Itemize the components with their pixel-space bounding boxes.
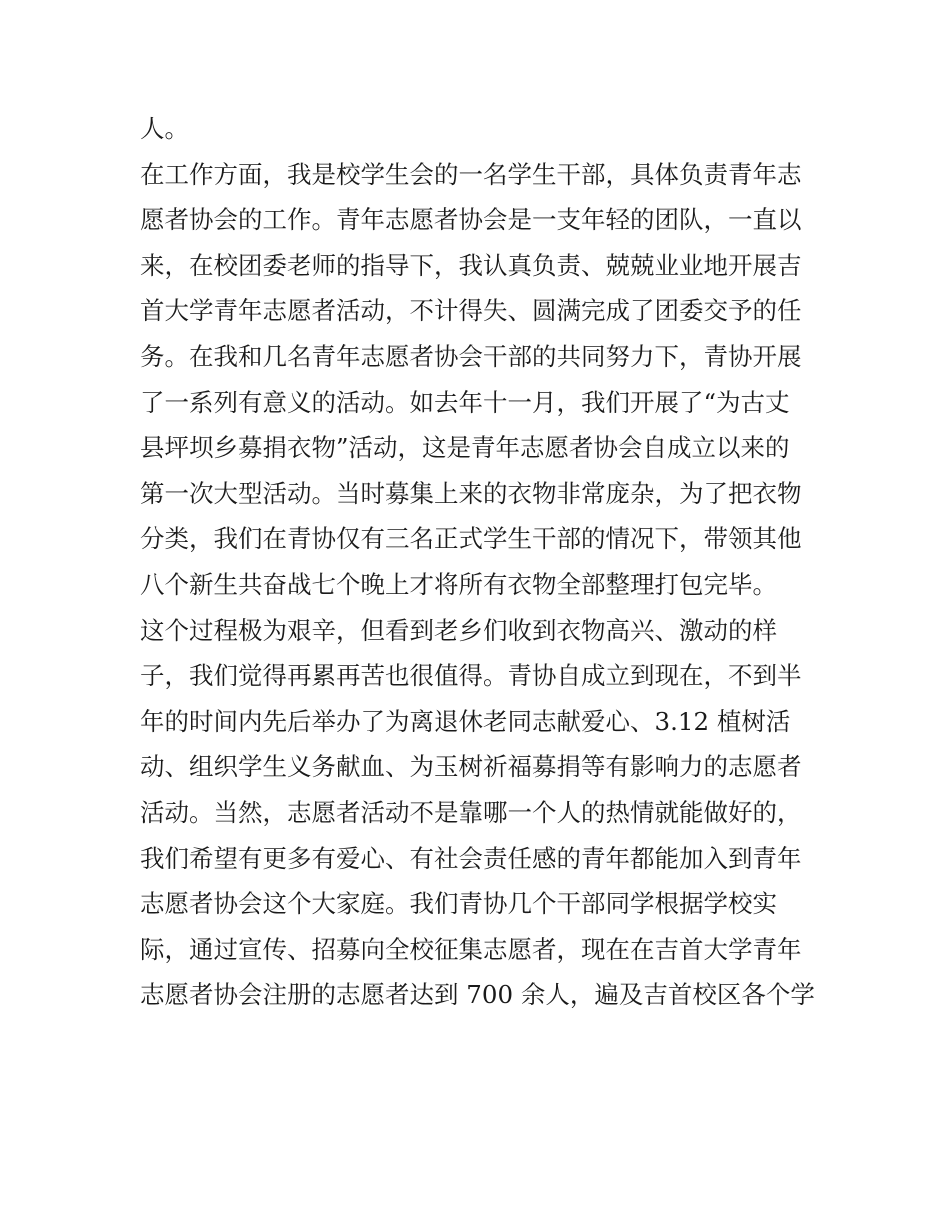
text-line: 在工作方面，我是校学生会的一名学生干部，具体负责青年志 (140, 159, 802, 189)
text-line: 志愿者协会这个大家庭。我们青协几个干部同学根据学校实 (140, 889, 777, 919)
text-line: 了一系列有意义的活动。如去年十一月，我们开展了“为古丈 (140, 387, 790, 417)
text-line: 这个过程极为艰辛，但看到老乡们收到衣物高兴、激动的样 (140, 615, 777, 645)
text-line: 子，我们觉得再累再苦也很值得。青协自成立到现在，不到半 (140, 661, 802, 691)
text-line: 务。在我和几名青年志愿者协会干部的共同努力下，青协开展 (140, 341, 802, 371)
text-line: 八个新生共奋战七个晚上才将所有衣物全部整理打包完毕。 (140, 569, 777, 599)
text-line: 动、组织学生义务献血、为玉树祈福募捐等有影响力的志愿者 (140, 752, 802, 782)
text-line: 来，在校团委老师的指导下，我认真负责、兢兢业业地开展吉 (140, 250, 802, 280)
text-line: 第一次大型活动。当时募集上来的衣物非常庞杂，为了把衣物 (140, 478, 802, 508)
text-line: 志愿者协会注册的志愿者达到 700 余人，遍及吉首校区各个学 (140, 980, 815, 1010)
text-line: 年的时间内先后举办了为离退休老同志献爱心、3.12 植树活 (140, 706, 791, 736)
text-line: 活动。当然，志愿者活动不是靠哪一个人的热情就能做好的， (140, 797, 802, 827)
text-line: 愿者协会的工作。青年志愿者协会是一支年轻的团队，一直以 (140, 205, 802, 235)
text-line: 县坪坝乡募捐衣物”活动，这是青年志愿者协会自成立以来的 (140, 433, 790, 463)
text-line: 我们希望有更多有爱心、有社会责任感的青年都能加入到青年 (140, 843, 802, 873)
text-line: 首大学青年志愿者活动，不计得失、圆满完成了团委交予的任 (140, 296, 802, 326)
body-text (140, 106, 830, 1018)
text-line: 人。 (140, 114, 189, 143)
text-line: 分类，我们在青协仅有三名正式学生干部的情况下，带领其他 (140, 524, 802, 554)
text-line: 际，通过宣传、招募向全校征集志愿者，现在在吉首大学青年 (140, 934, 802, 964)
